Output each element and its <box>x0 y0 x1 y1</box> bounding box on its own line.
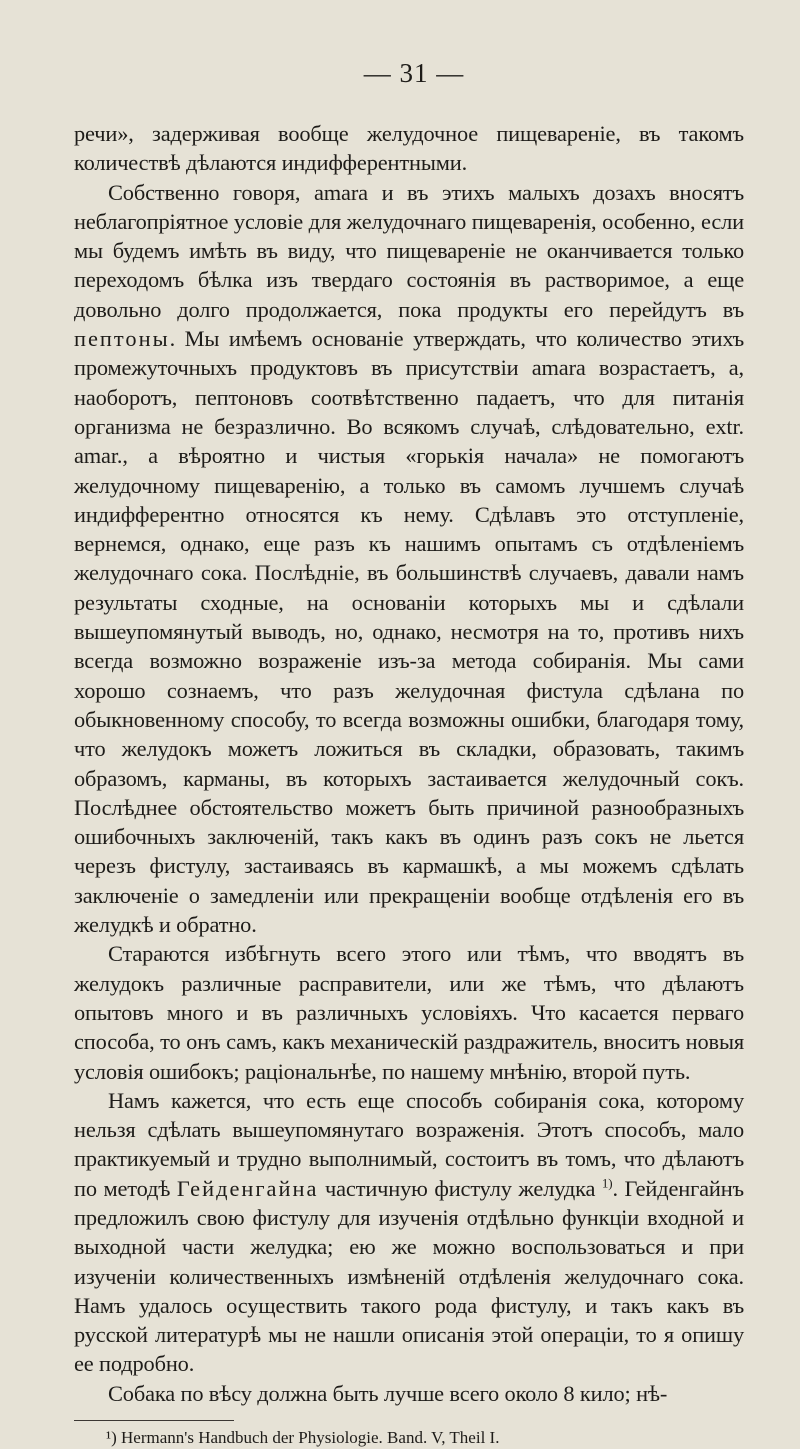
footnote-reference[interactable]: 1) <box>601 1175 613 1191</box>
emphasized-name: Гейденгайна <box>176 1175 319 1201</box>
body-text <box>74 119 744 1408</box>
paragraph <box>74 1379 744 1408</box>
paragraph-text: частичную фистулу желудка <box>325 1175 596 1201</box>
paragraph-text: . Гейденгайнъ предложилъ свою фистулу для изученія отдѣльно функціи входной и выходной части желудка; ею же можно воспользоваться и при изученіи количественныхъ измѣненій отдѣленія желудочнаго сока. Намъ удалось осуществить такого рода фистулу, и такъ какъ въ русской литературѣ мы не нашли описанія этой операціи, то я опишу ее подробно. <box>74 1175 744 1377</box>
emphasized-term: пептоны <box>74 326 170 352</box>
paragraph <box>74 1086 744 1379</box>
paragraph-continuation <box>74 119 744 178</box>
paragraph-text: Стараются избѣгнуть всего этого или тѣмъ, что вводятъ въ желудокъ различные расправители, или же тѣмъ, что дѣлаютъ опытовъ много и въ различныхъ условіяхъ. Что касается перваго способа, то онъ самъ, какъ механическій раздражитель, вноситъ новыя условія ошибокъ; раціональнѣе, по нашему мнѣнію, второй путь. <box>74 941 744 1084</box>
paragraph-text: речи», задерживая вообще желудочное пищевареніе, въ такомъ количествѣ дѣлаются индифферентными. <box>74 121 744 176</box>
paragraph-text: Намъ кажется, что есть еще способъ собиранія сока, которому нельзя сдѣлать вышеупомянутаго возраженія. Этотъ способъ, мало практикуемый и трудно выполнимый, состоитъ въ томъ, что дѣлаютъ по методѣ <box>74 1087 744 1201</box>
paragraph-text: Собака по вѣсу должна быть лучше всего около 8 кило; нѣ- <box>108 1380 668 1406</box>
paragraph <box>74 178 744 940</box>
paragraph-text: Собственно говоря, amara и въ этихъ малыхъ дозахъ вносятъ неблагопріятное условіе для желудочнаго пищеваренія, особенно, если мы будемъ имѣть въ виду, что пищевареніе не оканчивается только переходомъ бѣлка изъ твердаго состоянія въ растворимое, а еще довольно долго продолжается, пока продукты его перейдутъ въ <box>74 179 744 322</box>
footnote-marker: ¹) <box>106 1428 117 1448</box>
footnote-divider <box>74 1420 234 1421</box>
footnote <box>74 1427 744 1449</box>
footnote-text: Hermann's Handbuch der Physiologie. Band. V, Theil I. <box>121 1428 500 1448</box>
paragraph <box>74 939 744 1085</box>
page-number: — 31 — <box>363 58 465 88</box>
paragraph-text: . Мы имѣемъ основаніе утверждать, что количество этихъ промежуточныхъ продуктовъ въ присутствіи amara возрастаетъ, а, наоборотъ, пептоновъ соотвѣтственно падаетъ, что для питанія организма не безразлично. Во всякомъ случаѣ, слѣдовательно, extr. amar., а вѣроятно и чистыя «горькія начала» не помогаютъ желудочному пищеваренію, а только въ самомъ лучшемъ случаѣ индифферентно относятся къ нему. Сдѣлавъ это отступленіе, вернемся, однако, еще разъ къ нашимъ опытамъ съ отдѣленіемъ желудочнаго сока. Послѣдніе, въ большинствѣ случаевъ, давали намъ результаты сходные, на основаніи которыхъ мы и сдѣлали вышеупомянутый выводъ, но, однако, несмотря на то, противъ нихъ всегда возможно возраженіе изъ-за метода собиранія. Мы сами хорошо сознаемъ, что разъ желудочная фистула сдѣлана по обыкновенному способу, то всегда возможны ошибки, благодаря тому, что желудокъ можетъ ложиться въ складки, образовать, такимъ образомъ, карманы, въ которыхъ застаивается желудочный сокъ. Послѣднее обстоятельство можетъ быть причиной разнообразныхъ ошибочныхъ заключеній, такъ какъ въ одинъ разъ сокъ не льется черезъ фистулу, застаиваясь въ кармашкѣ, а мы можемъ сдѣлать заключеніе о замедленіи или прекращеніи вообще отдѣленія его въ желудкѣ и обратно. <box>74 326 744 938</box>
